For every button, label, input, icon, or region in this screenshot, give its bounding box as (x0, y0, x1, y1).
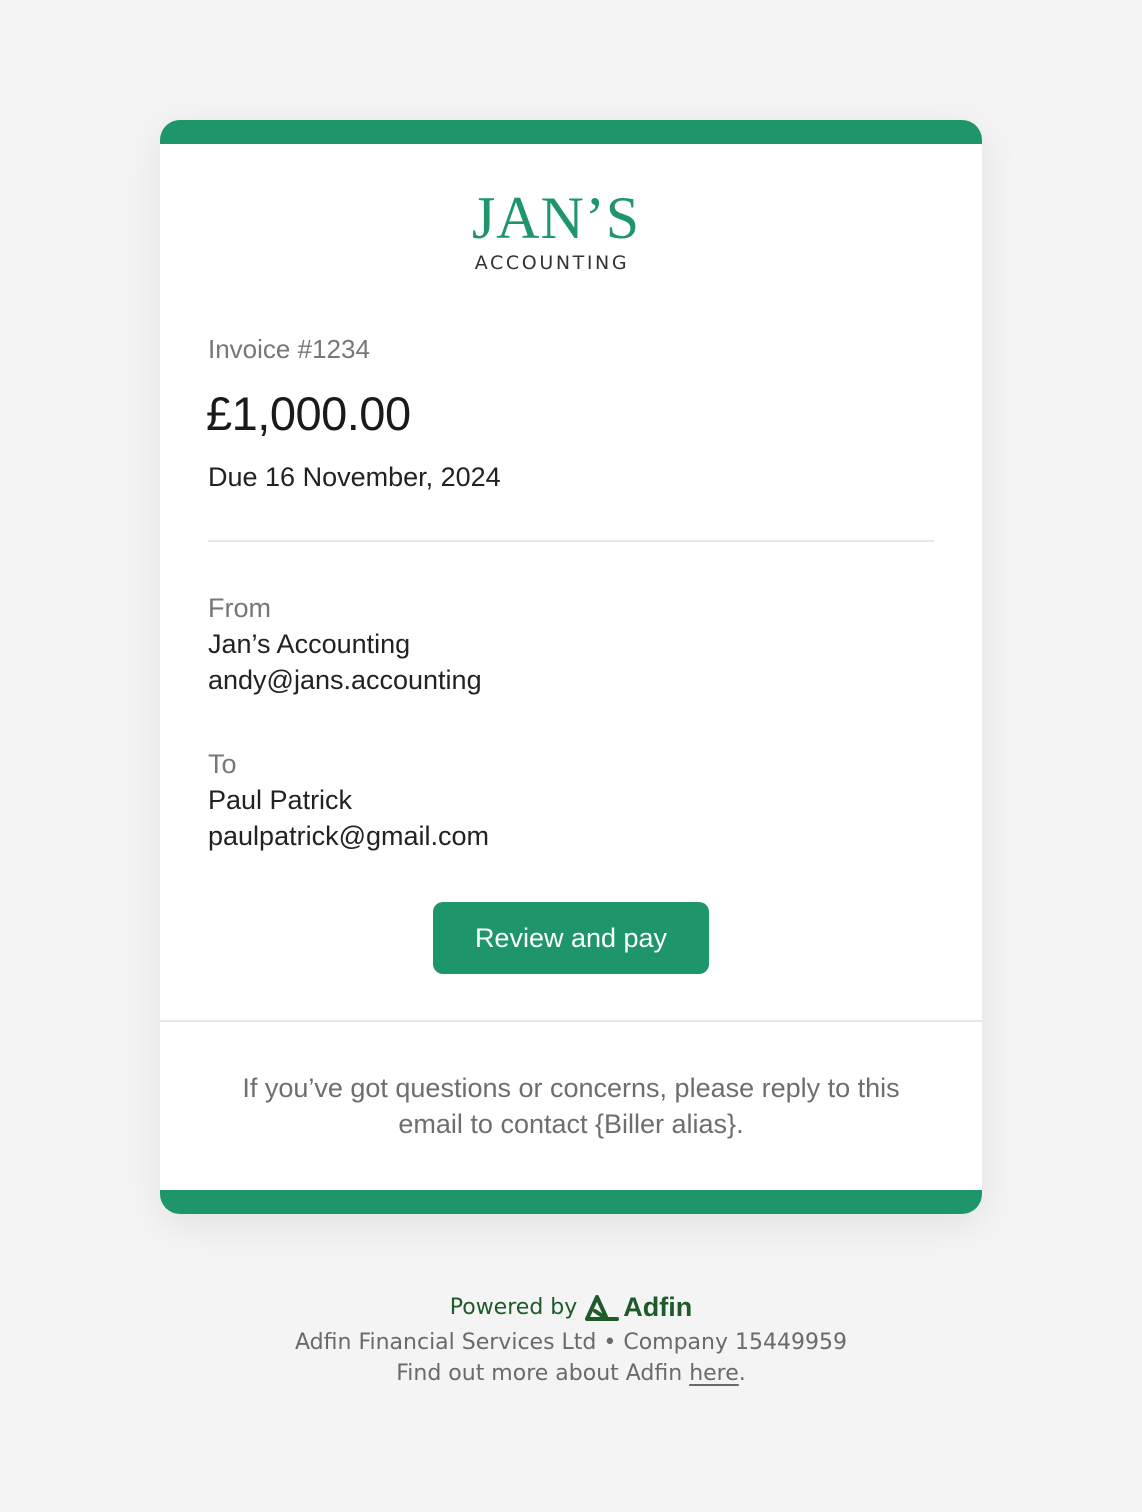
help-text: If you’ve got questions or concerns, please reply to this email to contact {Biller alias}. (242, 1073, 900, 1139)
page-footer (0, 1292, 1142, 1389)
to-name: Paul Patrick (208, 785, 353, 815)
find-out-more-period: . (738, 1361, 746, 1386)
find-out-more-text: Find out more about Adfin (396, 1361, 690, 1386)
invoice-amount: £1,000.00 (206, 387, 411, 440)
from-label: From (208, 593, 271, 623)
adfin-logo-text: Adfin (623, 1292, 693, 1322)
footer-divider (160, 1020, 982, 1022)
invoice-card (160, 120, 982, 1214)
section-divider (208, 540, 934, 542)
powered-by-label: Powered by (449, 1295, 578, 1320)
from-name: Jan’s Accounting (208, 629, 411, 659)
to-section (208, 746, 489, 854)
adfin-logo (585, 1292, 692, 1323)
company-info: Adfin Financial Services Ltd • Company 15449959 (295, 1330, 847, 1355)
from-section (208, 590, 482, 698)
brand-logo (160, 185, 982, 274)
card-bottom-accent-bar (160, 1190, 982, 1214)
from-email: andy@jans.accounting (208, 665, 482, 695)
card-top-accent-bar (160, 120, 982, 144)
invoice-due-date: Due 16 November, 2024 (208, 462, 501, 492)
to-label: To (208, 749, 237, 779)
powered-by (450, 1292, 693, 1323)
brand-logo-main: JAN’S (471, 185, 641, 251)
invoice-number: Invoice #1234 (208, 334, 370, 364)
to-email: paulpatrick@gmail.com (208, 821, 490, 851)
adfin-logo-icon (585, 1295, 619, 1321)
review-and-pay-button[interactable]: Review and pay (433, 902, 709, 974)
find-out-more (0, 1358, 1142, 1389)
brand-logo-sub: ACCOUNTING (474, 252, 630, 274)
here-link[interactable]: here (689, 1361, 739, 1386)
